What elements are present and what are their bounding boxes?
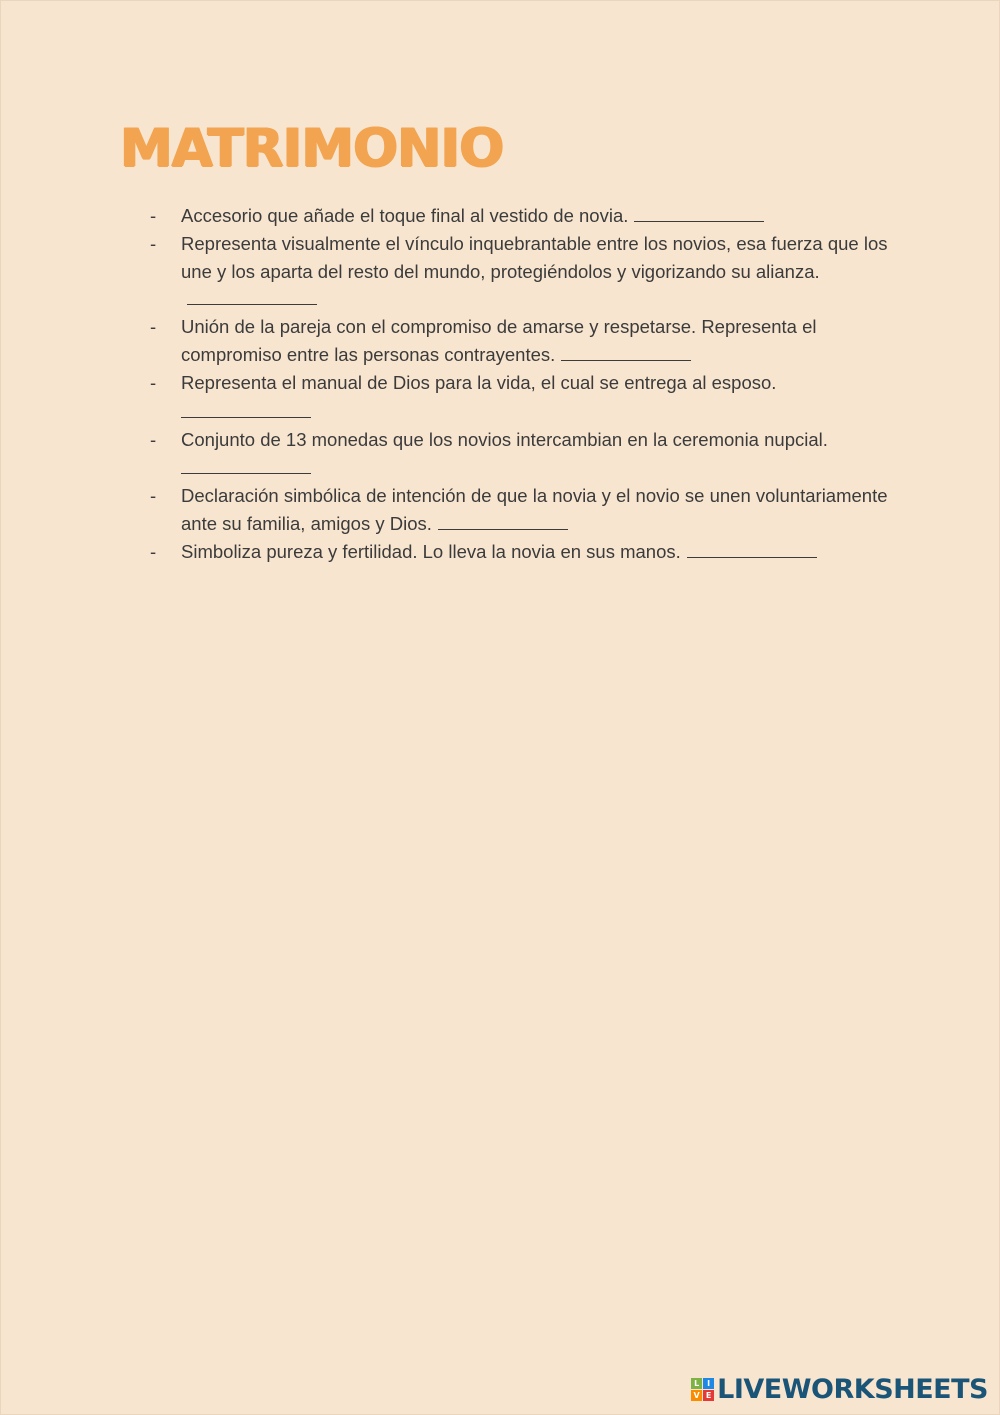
- logo-mark-letter: E: [703, 1390, 714, 1401]
- question-item: [150, 369, 890, 418]
- list-dash: -: [150, 316, 157, 338]
- list-dash: -: [150, 205, 157, 226]
- question-text: Conjunto de 13 monedas que los novios intercambian en la ceremonia nupcial.: [181, 428, 828, 450]
- question-text: Accesorio que añade el toque final al vestido de novia.: [181, 205, 629, 226]
- liveworksheets-logo: [691, 1374, 988, 1405]
- answer-blank-6[interactable]: [438, 511, 568, 530]
- question-text: Representa el manual de Dios para la vida, el cual se entrega al esposo.: [181, 371, 777, 393]
- logo-mark-letter: L: [691, 1378, 702, 1389]
- question-text: Unión de la pareja con el compromiso de amarse y respetarse. Representa el compromiso entre las personas contrayentes.: [181, 316, 817, 365]
- answer-blank-3[interactable]: [561, 342, 691, 361]
- answer-blank-1[interactable]: [634, 203, 764, 222]
- answer-blank-5[interactable]: [181, 453, 311, 474]
- question-item: [150, 426, 890, 475]
- question-text: Simboliza pureza y fertilidad. Lo lleva la novia en sus manos.: [181, 540, 681, 562]
- logo-mark-letter: V: [691, 1390, 702, 1401]
- worksheet-title: MATRIMONIO: [120, 118, 504, 179]
- question-text: Declaración simbólica de intención de que la novia y el novio se unen voluntariamente ante su familia, amigos y Dios.: [181, 485, 888, 535]
- answer-blank-2[interactable]: [187, 286, 317, 305]
- question-list: [150, 202, 890, 566]
- question-item: [150, 313, 890, 369]
- logo-mark-letter: I: [703, 1378, 714, 1389]
- answer-blank-7[interactable]: [687, 539, 817, 558]
- question-item: [150, 230, 890, 313]
- list-dash: -: [150, 540, 157, 562]
- list-dash: -: [150, 485, 157, 507]
- question-item: [150, 202, 890, 230]
- list-dash: -: [150, 371, 157, 393]
- answer-blank-4[interactable]: [181, 397, 311, 418]
- liveworksheets-logo-icon: [691, 1378, 714, 1401]
- list-dash: -: [150, 428, 157, 450]
- question-item: [150, 482, 890, 538]
- logo-text: LIVEWORKSHEETS: [717, 1374, 988, 1405]
- question-text: Representa visualmente el vínculo inquebrantable entre los novios, esa fuerza que los une y los aparta del resto del mundo, protegiéndolos y vigorizando su alianza.: [181, 232, 888, 282]
- list-dash: -: [150, 232, 157, 254]
- question-item: [150, 538, 890, 566]
